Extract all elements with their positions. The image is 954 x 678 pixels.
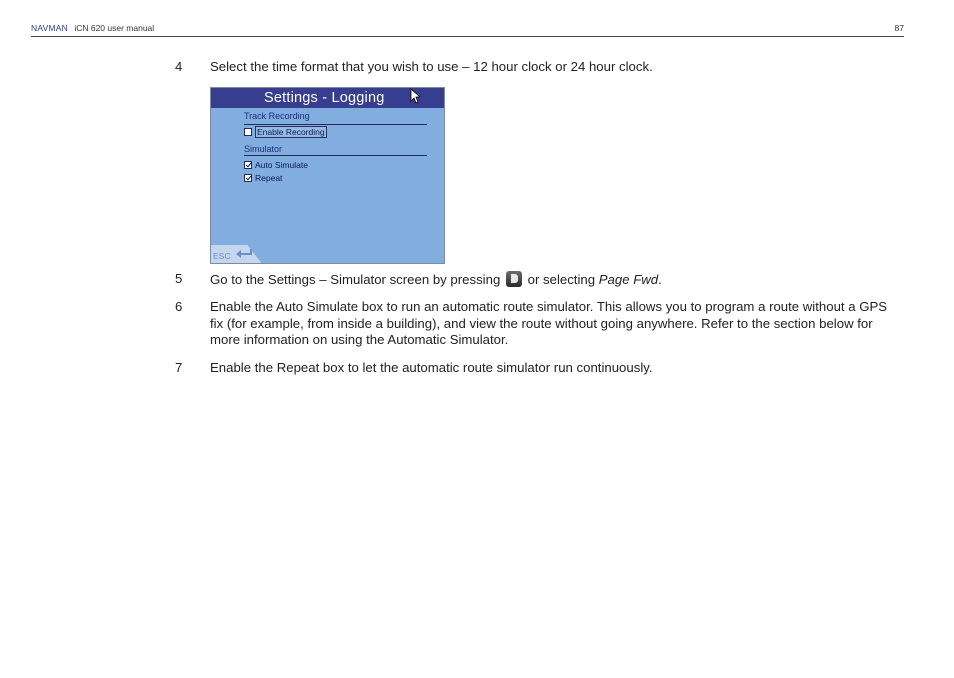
checkbox-checked[interactable] (244, 174, 252, 182)
step-text (210, 271, 900, 289)
step-number: 4 (175, 59, 183, 74)
repeat-checkbox[interactable] (244, 173, 282, 184)
device-screen-title: Settings - Logging (264, 90, 385, 106)
page-fwd-reference: Page Fwd (598, 272, 659, 287)
step-text-part: or selecting (527, 272, 596, 287)
back-arrow-icon (235, 248, 253, 260)
device-screenshot (210, 87, 445, 264)
step-text-part: Go to the Settings – Simulator screen by pressing (210, 272, 501, 287)
page-number: 87 (894, 23, 904, 33)
enable-recording-checkbox[interactable] (244, 127, 327, 138)
document-title: iCN 620 user manual (74, 23, 155, 33)
step-text: Select the time format that you wish to use – 12 hour clock or 24 hour clock. (210, 59, 653, 74)
page-header (31, 23, 904, 35)
step-number: 7 (175, 360, 183, 375)
step-text-part: . (658, 272, 662, 287)
checkbox-label: Auto Simulate (255, 160, 308, 170)
cursor-icon (410, 88, 420, 104)
header-rule (31, 36, 904, 37)
checkbox-checked[interactable] (244, 161, 252, 169)
brand-name: NAVMAN (31, 23, 68, 33)
checkbox-label: Enable Recording (257, 127, 325, 137)
step-text: Enable the Repeat box to let the automatic route simulator run continuously. (210, 360, 653, 375)
step-number: 6 (175, 299, 183, 314)
section-simulator: Simulator (244, 144, 283, 154)
device-title-bar (211, 88, 444, 108)
checkbox-unchecked[interactable] (244, 128, 252, 136)
section-track-recording: Track Recording (244, 111, 310, 121)
esc-label: ESC (213, 251, 231, 261)
auto-simulate-checkbox[interactable] (244, 160, 308, 171)
step-number: 5 (175, 271, 183, 286)
step-text: Enable the Auto Simulate box to run an automatic route simulator. This allows you to program a route without a GPS fix (for example, from inside a building), and view the route without going anywhere. Refer to the section below for more information on using the Automatic Simulator. (210, 299, 888, 347)
section-divider (244, 155, 427, 156)
checkbox-label: Repeat (255, 173, 283, 183)
page-forward-icon (506, 271, 522, 287)
section-divider (244, 124, 427, 125)
